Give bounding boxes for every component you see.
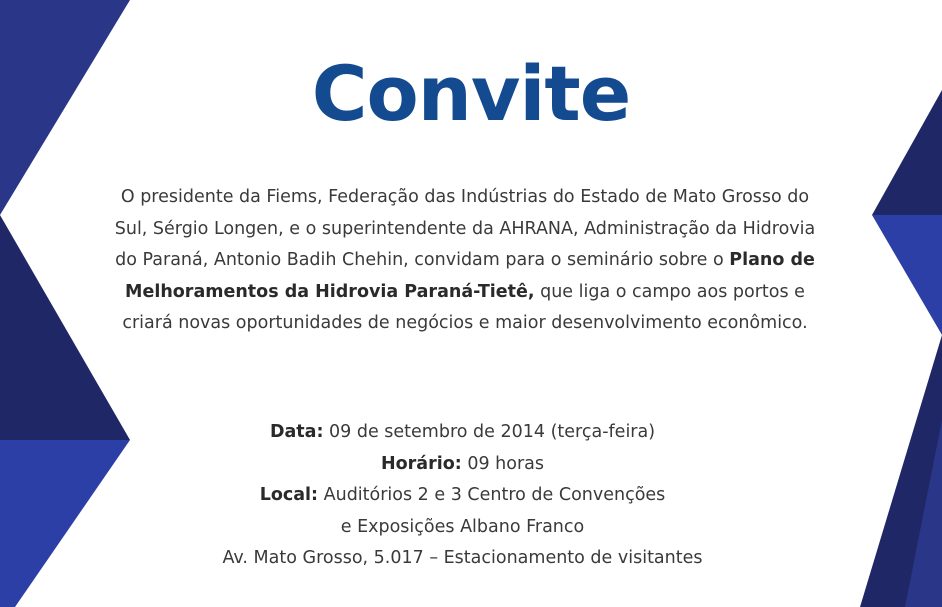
place-label: Local: (259, 485, 319, 506)
time-line (150, 449, 775, 481)
invite-body-intro: O presidente da Fiems, Federação das Indústrias do Estado de Mato Grosso do Sul, Sérgio Longen, e o superintendente da AHRANA, Administração da Hidrovia do Paraná, Antonio Badih Chehin, convidam para o seminário sobre o (114, 187, 816, 271)
place-line (150, 480, 775, 512)
place-value-1: Auditórios 2 e 3 Centro de Convenções (323, 485, 666, 506)
time-value: 09 horas (467, 453, 544, 474)
left-lower-band (0, 440, 130, 607)
invite-title: Convite (311, 49, 631, 138)
event-details (150, 417, 775, 575)
address-line: Av. Mato Grosso, 5.017 – Estacionamento de visitantes (222, 548, 703, 569)
place-line-2: e Exposições Albano Franco (340, 516, 585, 537)
invite-body (105, 182, 825, 340)
date-label: Data: (269, 422, 324, 442)
invite-body-closing: que liga o campo aos portos e criará novas oportunidades de negócios e maior desenvolvimento econômico. (122, 281, 808, 334)
invite-body-highlight: Plano de Melhoramentos da Hidrovia Paraná-Tietê, (125, 250, 815, 302)
time-label: Horário: (380, 453, 462, 474)
date-value: 09 de setembro de 2014 (terça-feira) (329, 422, 656, 442)
date-line (150, 417, 775, 449)
right-middle-band (872, 215, 942, 335)
